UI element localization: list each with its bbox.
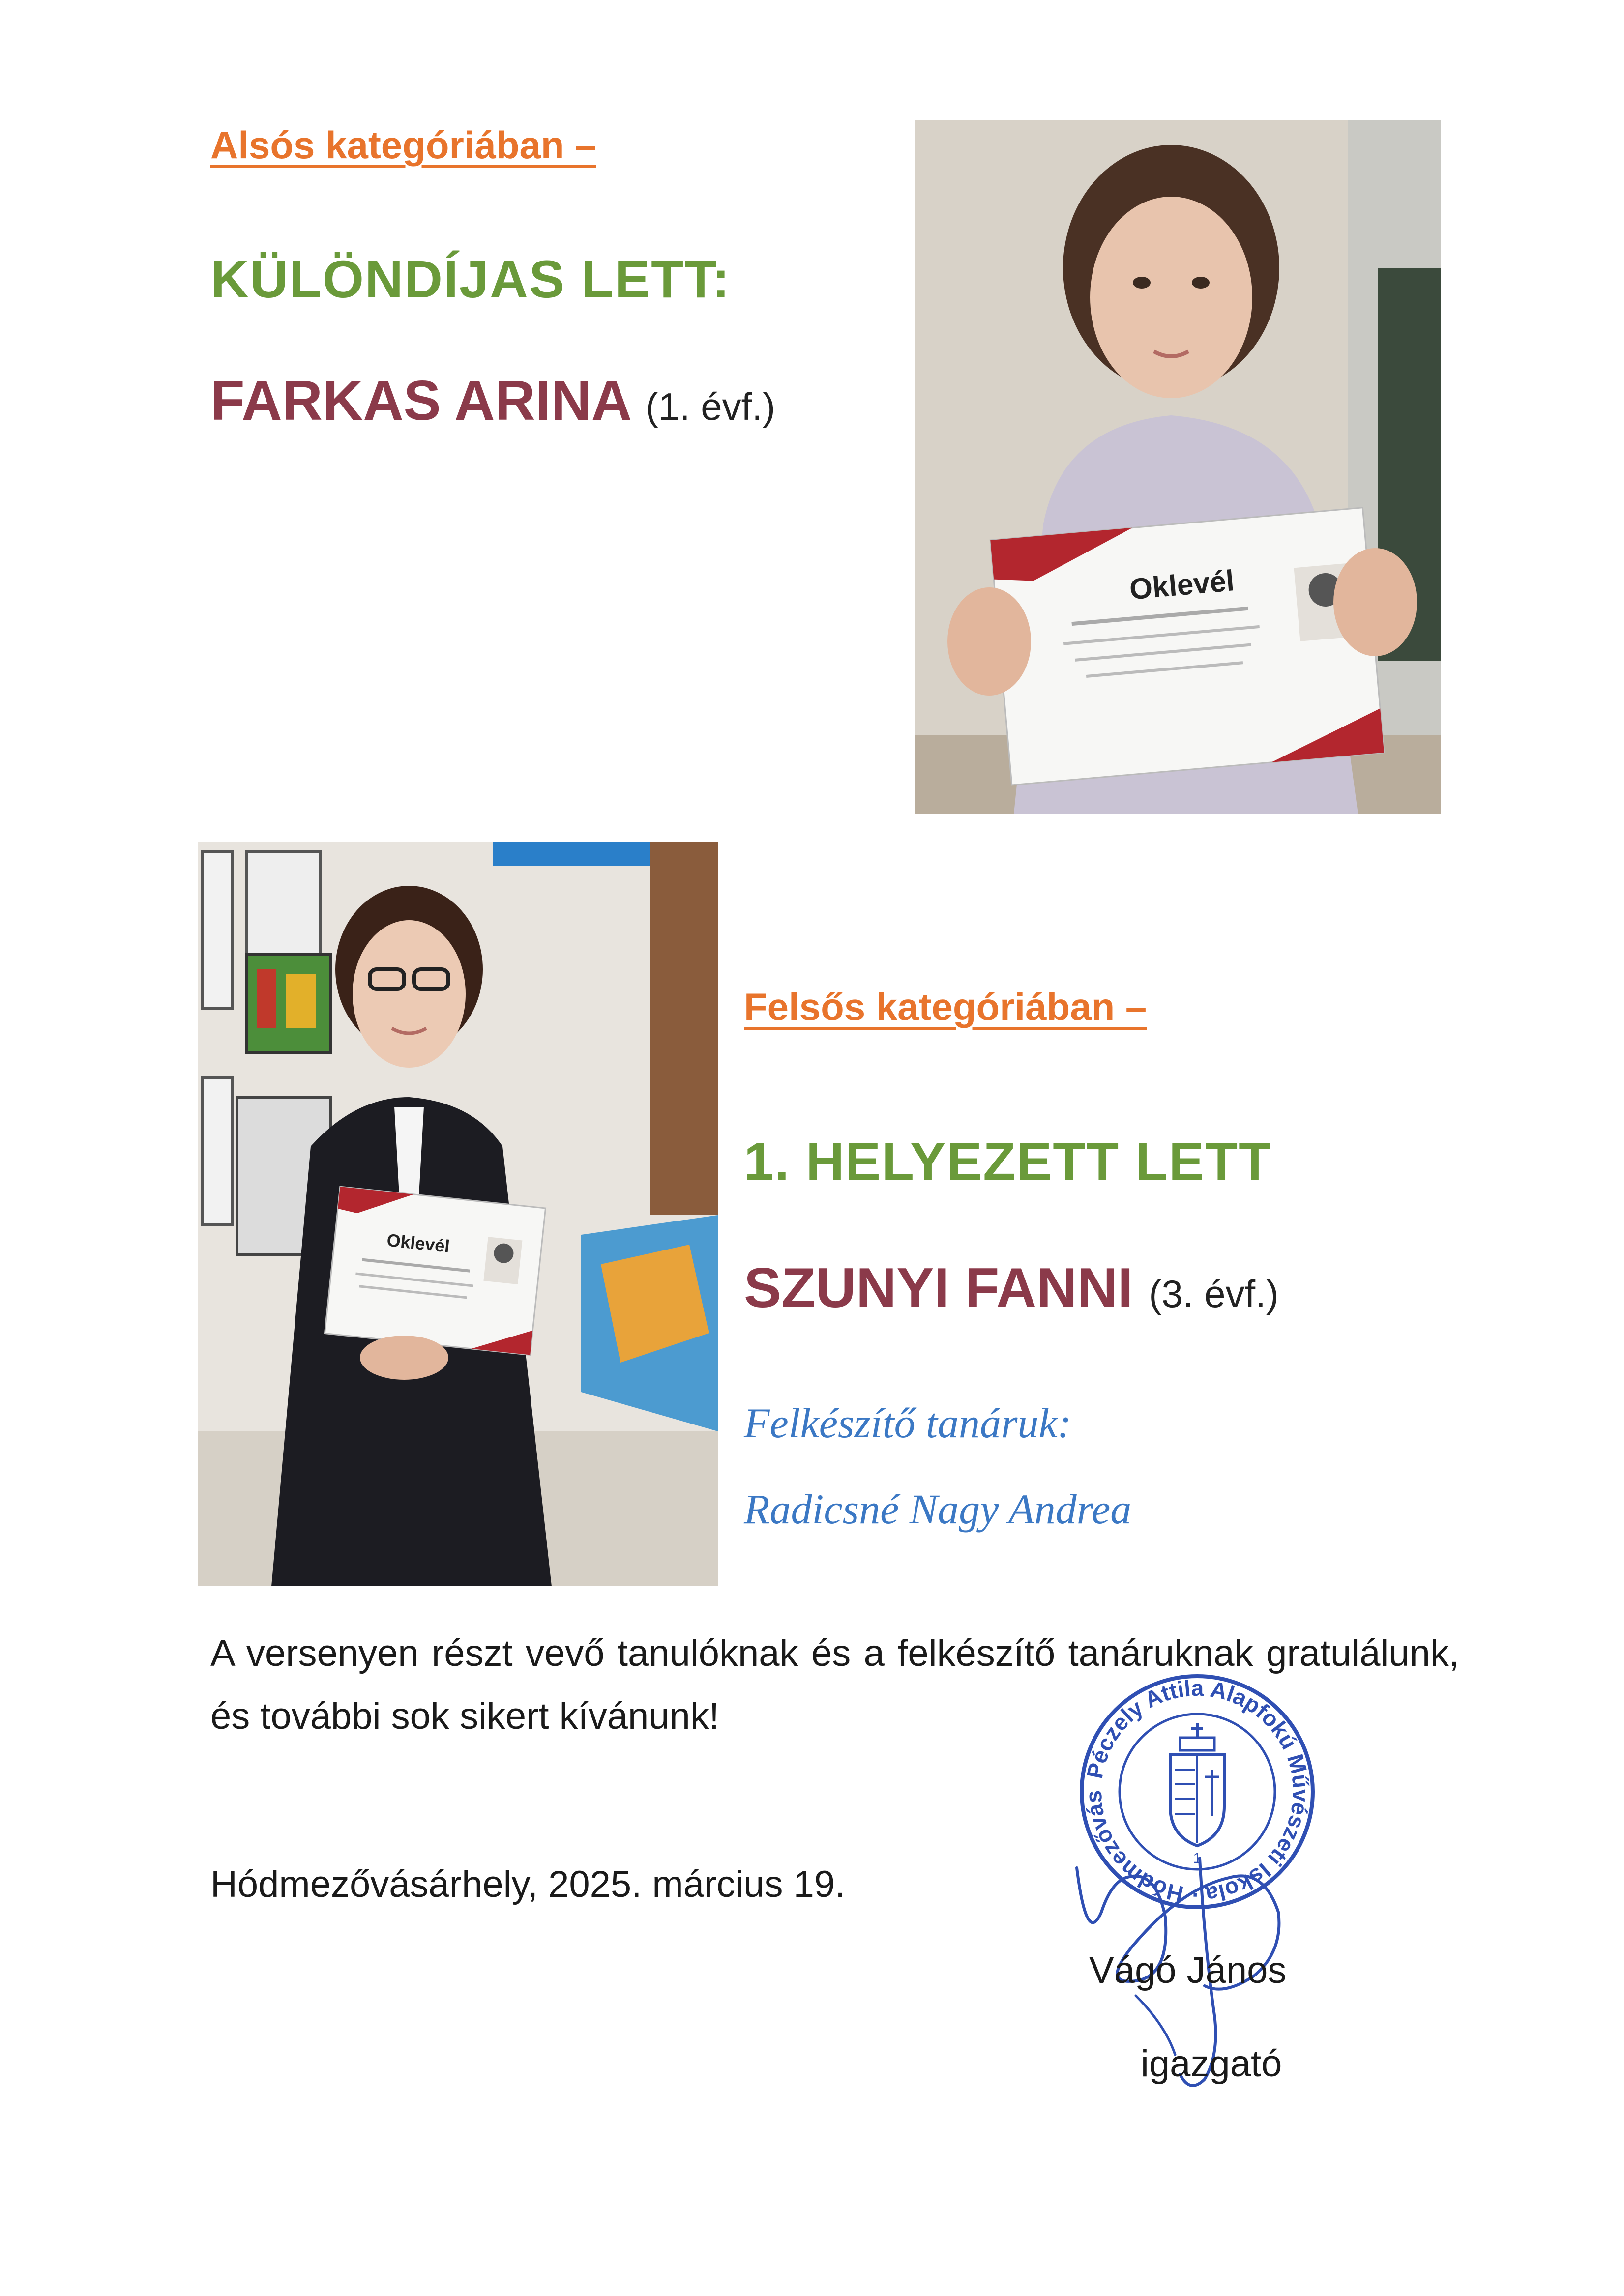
lower-winner	[210, 369, 775, 433]
stamp-ring-text: Péczely Attila Alapfokú Művészeti Iskola · Hódmezővás	[1080, 1675, 1314, 1909]
photo-farkas-arina-image	[915, 120, 1441, 814]
photo-szunyi-fanni	[198, 842, 718, 1586]
upper-winner-grade: (3. évf.)	[1149, 1272, 1279, 1315]
lower-winner-grade: (1. évf.)	[645, 385, 775, 428]
upper-award-title: 1. HELYEZETT LETT	[744, 1132, 1272, 1191]
congratulation-text: A versenyen részt vevő tanulóknak és a felkészítő tanáruknak gratulálunk, és további sok sikert kívánunk!	[210, 1632, 1459, 1737]
signatory-title: igazgató	[1141, 2043, 1282, 2085]
lower-winner-name: FARKAS ARINA	[210, 370, 630, 432]
certificate-title-1: Oklevél	[1128, 564, 1236, 606]
teacher-label: Felkészítő tanáruk:	[744, 1399, 1072, 1447]
photo-szunyi-fanni-image	[198, 842, 718, 1586]
coat-of-arms-icon	[1170, 1723, 1224, 1846]
certificate-title-2: Oklevél	[385, 1229, 451, 1256]
upper-winner	[744, 1256, 1279, 1320]
place-date: Hódmezővásárhely, 2025. március 19.	[210, 1863, 846, 1905]
upper-category-heading: Felsős kategóriában –	[744, 985, 1147, 1028]
signatory-name: Vágó János	[1089, 1949, 1287, 1991]
photo-farkas-arina	[915, 120, 1441, 814]
teacher-name: Radicsné Nagy Andrea	[744, 1485, 1132, 1533]
upper-winner-name: SZUNYI FANNI	[744, 1257, 1133, 1319]
lower-category-heading: Alsós kategóriában –	[210, 123, 596, 167]
lower-award-title: KÜLÖNDÍJAS LETT:	[210, 249, 731, 309]
stamp-number: 1	[1193, 1850, 1202, 1866]
